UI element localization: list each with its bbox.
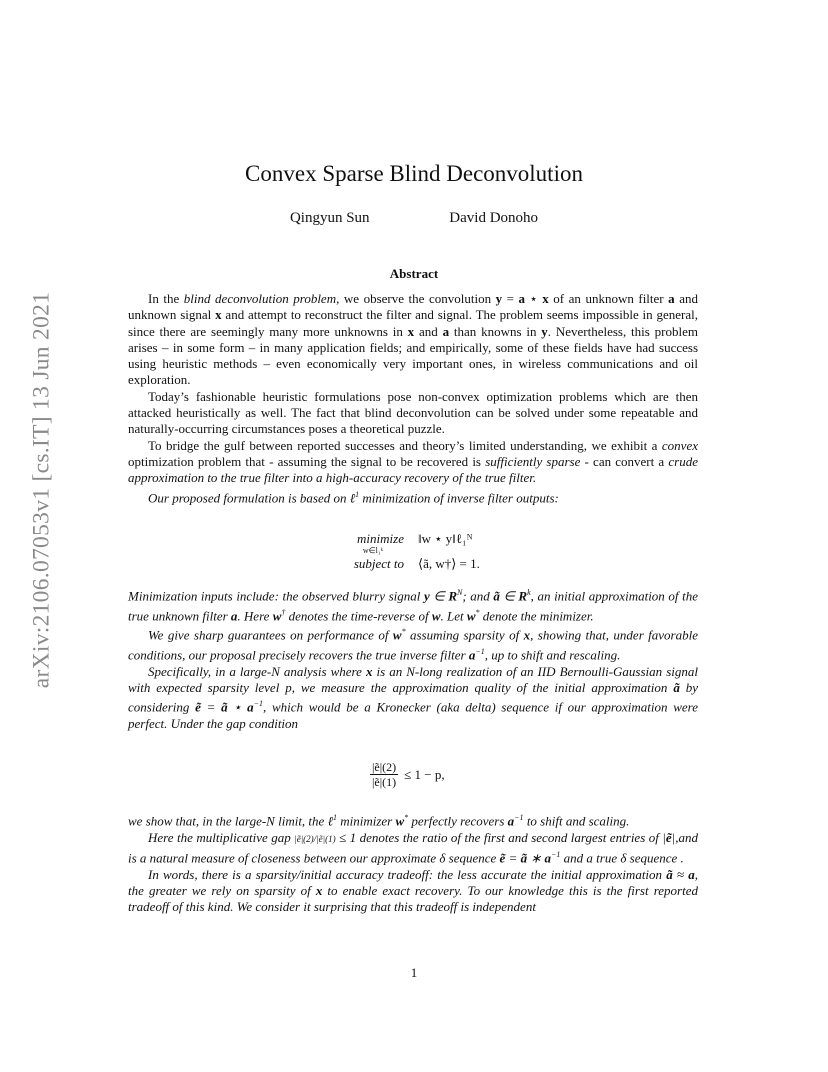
abstract-heading: Abstract [389, 266, 439, 281]
paragraph: Specifically, in a large-N analysis where x is an N-long realization of an IID Bernoulli-Gaussian signal with expected sparsity level p, we measure the approximation quality of the initial approximation ã by considering ẽ = ã ⋆ $a^{-1}$, which would be a Kronecker (aka delta) sequence if our approximation were perfect. Under the gap condition [128, 663, 698, 731]
gap-condition-equation: $\frac{\text{|ẽ|(2)}}{\text{|ẽ|(1)}}$ ≤ 1 − p, [372, 760, 445, 789]
paragraph: In words, there is a sparsity/initial accuracy tradeoff: the less accurate the initial approximation ã ≈ a, the greater we rely on sparsity of x to enable exact recovery. To our knowledge this is the first reported tradeoff of this kind. We consider it surprising that this tradeoff is independent [128, 866, 698, 915]
paper-title: Convex Sparse Blind Deconvolution [245, 161, 583, 186]
arxiv-identifier: arXiv:2106.07053v1 [cs.IT] 13 Jun 2021 [28, 291, 55, 689]
page-number: 1 [410, 965, 418, 980]
paragraph: To bridge the gulf between reported successes and theory’s limited understanding, we exhibit a convex optimization problem that - assuming the signal to be recovered is sufficiently sparse - can convert a crude approximation to the true filter into a high-accuracy recovery of the true filter. [128, 437, 698, 486]
paragraph: Minimization inputs include: the observed blurry signal y ∈ $R^N$; and ã ∈ $R^k$, an initial approximation of the true unknown filter a. Here w† denotes the time-reverse of w. Let w* denote the minimizer. [128, 588, 698, 623]
arxiv-sidebar-stamp [22, 291, 62, 689]
abstract-body-middle [128, 585, 698, 732]
paragraph: In the blind deconvolution problem, we observe the convolution y = a ⋆ x of an unknown filter a and unknown signal x and attempt to reconstruct the filter and signal. The problem seems impossible in general, since there are seemingly many more unknowns in x and a than knowns in y. Nevertheless, this problem arises – in some form – in many application fields; and empirically, some of these fields have had success using heuristic methods – even economically very important ones, in wireless communications and oil exploration. [128, 291, 698, 388]
optimization-equation: minimize w∈l₁ᵏ ‖w ⋆ y‖ℓ₁ᴺ subject to ⟨ã, w†⟩ = 1. [353, 531, 480, 571]
paragraph: we show that, in the large-N limit, the ℓ$^1$ minimizer w* perfectly recovers $a^{-1}$ to shift and scaling. [128, 813, 630, 829]
paragraph: We give sharp guarantees on performance of w* assuming sparsity of x, showing that, under favorable conditions, our proposal precisely recovers the true inverse filter $a^{-1}$, up to shift and rescaling. [128, 627, 698, 663]
paragraph: Here the multiplicative gap |ẽ|(2)/|ẽ|(1) ≤ 1 denotes the ratio of the first and second largest entries of |ẽ|,and is a natural measure of closeness between our approximate δ sequence ẽ = ã ∗ $a^{-1}$ and a true δ sequence . [128, 829, 698, 866]
author-name: Qingyun Sun [289, 210, 370, 226]
abstract-body-lower [128, 810, 698, 915]
abstract-body-upper [128, 291, 698, 506]
paragraph: Our proposed formulation is based on ℓ$^1$ minimization of inverse filter outputs: [148, 489, 559, 505]
author-list [0, 210, 828, 227]
paragraph: Today’s fashionable heuristic formulations pose non-convex optimization problems which are then attacked heuristically as well. The fact that blind deconvolution can be solved under some repeatable and naturally-occurring circumstances poses a theoretical puzzle. [128, 388, 698, 437]
author-name: David Donoho [449, 210, 539, 226]
